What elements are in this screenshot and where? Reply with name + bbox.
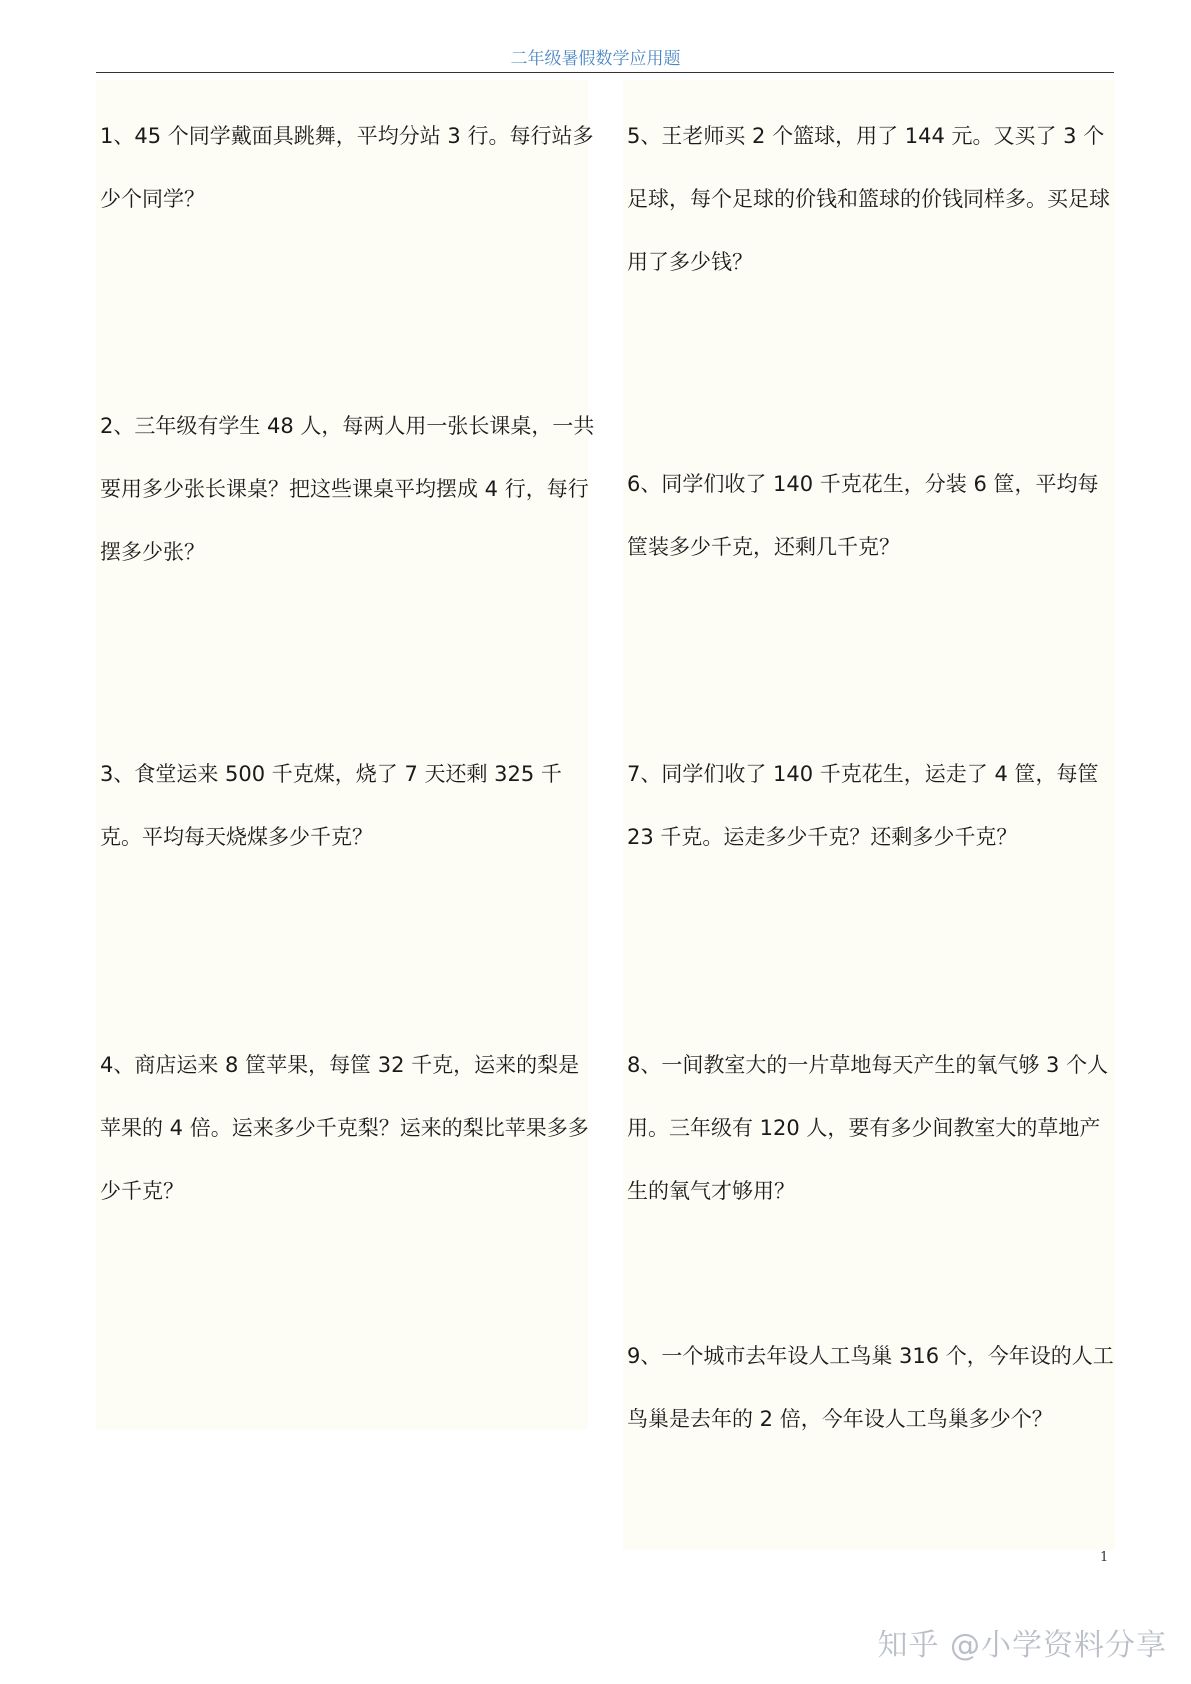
problem-9: 9、一个城市去年设人工鸟巢 316 个，今年设的人工鸟巢是去年的 2 倍，今年设人工鸟巢多少个？	[627, 1344, 1114, 1431]
problem-2: 2、三年级有学生 48 人，每两人用一张长课桌，一共要用多少张长课桌？把这些课桌平均摆成 4 行，每行摆多少张？	[100, 414, 595, 564]
page-number: 1	[1100, 1550, 1109, 1565]
watermark: 知乎 @小学资料分享	[877, 1628, 1167, 1663]
problem-7: 7、同学们收了 140 千克花生，运走了 4 筐，每筐 23 千克。运走多少千克？还剩多少千克？	[627, 762, 1099, 849]
problem-6: 6、同学们收了 140 千克花生，分装 6 筐，平均每筐装多少千克，还剩几千克？	[627, 472, 1099, 559]
problem-4: 4、商店运来 8 筐苹果，每筐 32 千克，运来的梨是苹果的 4 倍。运来多少千克梨？运来的梨比苹果多多少千克？	[100, 1053, 589, 1203]
problem-8: 8、一间教室大的一片草地每天产生的氧气够 3 个人用。三年级有 120 人，要有多少间教室大的草地产生的氧气才够用？	[627, 1053, 1109, 1203]
problem-5: 5、王老师买 2 个篮球，用了 144 元。又买了 3 个足球，每个足球的价钱和篮球的价钱同样多。买足球用了多少钱？	[627, 124, 1110, 274]
problem-3: 3、食堂运来 500 千克煤，烧了 7 天还剩 325 千克。平均每天烧煤多少千克？	[100, 762, 562, 849]
header-rule	[96, 72, 1114, 73]
problem-1: 1、45 个同学戴面具跳舞，平均分站 3 行。每行站多少个同学？	[100, 124, 594, 211]
page-header-title: 二年级暑假数学应用题	[510, 49, 681, 69]
